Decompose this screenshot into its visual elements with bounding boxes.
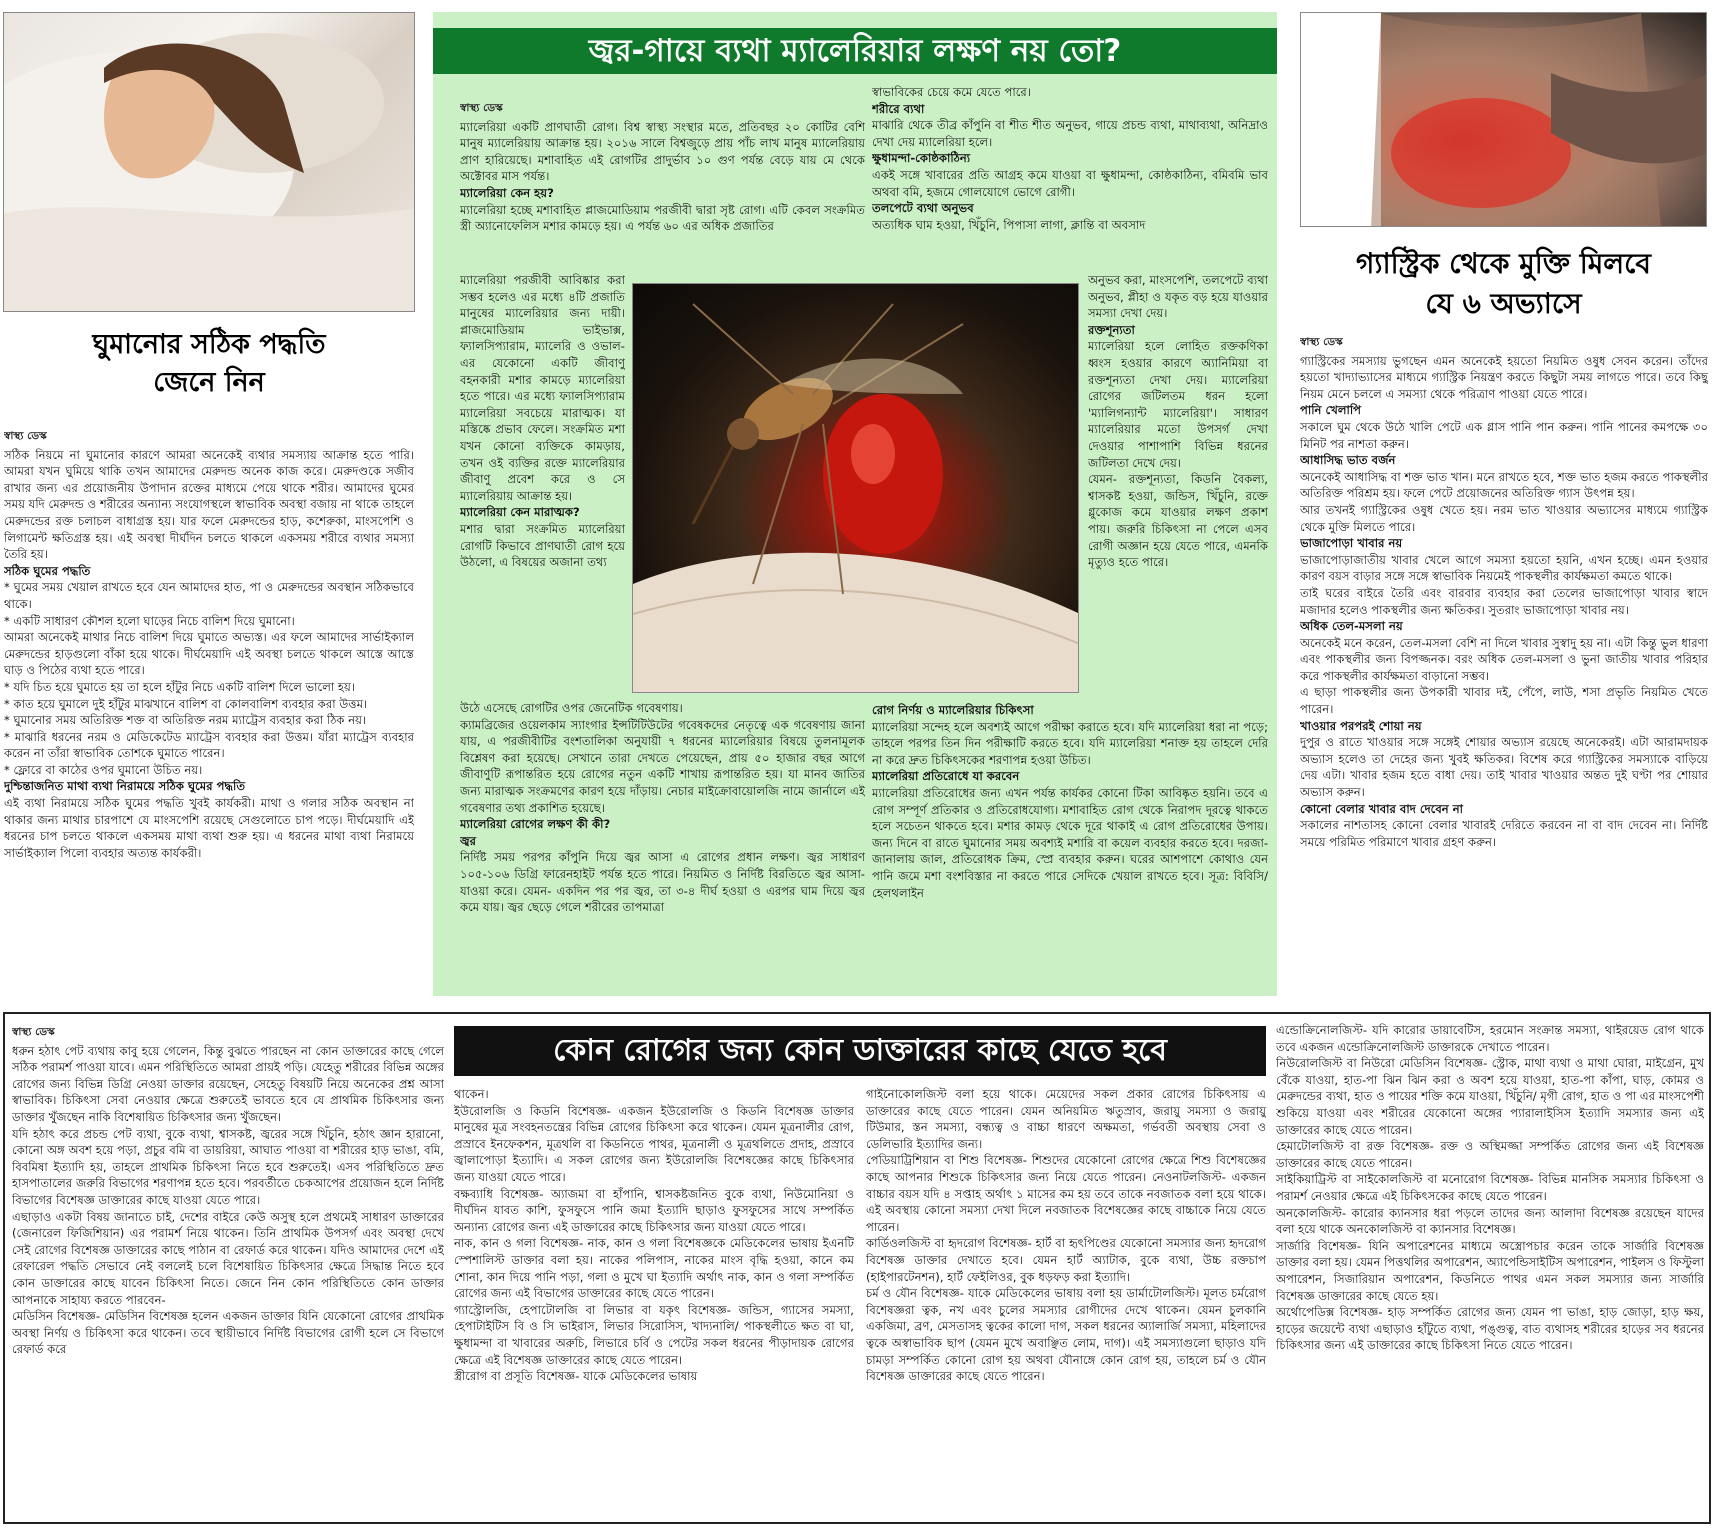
desk-label: স্বাস্থ্য ডেস্ক — [1300, 336, 1343, 348]
gastric-subhead: খাওয়ার পরপরই শোয়া নয় — [1300, 718, 1422, 733]
doctors-paragraph: নিউরোলজিস্ট বা নিউরো মেডিসিন বিশেষজ্ঞ- স্ট্রোক, মাথা ব্যথা ও মাথা ঘোরা, মাইগ্রেন, মুখ বেঁকে যাওয়া, হাত-পা ঝিন ঝিন করা ও অবশ হয়ে যাওয়া, হাত-পা কাঁপা, ঘাড়, কোমর ও মেরুদন্ডের ব্যথা, হাত ও পায়ের শক্তি কমে যাওয়া, খিঁচুনি/ মৃগী রোগ, হাত ও পা এর মাংসপেশী শুকিয়ে যাওয়া এবং শরীরের যেকোনো অঙ্গের প্যারালাইসিস ইত্যাদি সমস্যার জন্য এই ডাক্তারের কাছে যেতে পারেন। — [1276, 1056, 1704, 1137]
sleep-bullet: * মাঝারি ধরনের নরম ও মেডিকেটেড ম্যাট্রেস ব্যবহার করা উত্তম। যাঁরা ম্যাট্রেস ব্যবহার করেন না তাঁরা স্বাভাবিক তোশকে ঘুমাতে পারেন। — [4, 729, 414, 761]
malaria-paragraph: উঠে এসেছে রোগটির ওপর জেনেটিক গবেষণায়। — [460, 701, 683, 715]
gastric-paragraph: সকালের নাশতাসহ কোনো বেলার খাবারই দেরিতে করবেন না বা বাদ দেবেন না। নির্দিষ্ট সময়ে পরিমিত পরিমাণে খাবার গ্রহণ করুন। — [1300, 818, 1708, 849]
malaria-paragraph: ম্যালেরিয়া হচ্ছে মশাবাহিত প্লাজমোডিয়াম পরজীবী দ্বারা সৃষ্ট রোগ। এটি কেবল সংক্রমিত স্ত্রী অ্যানোফেলিস মশার কামড়ে হয়। এ পর্যন্ত ৬০ এর অধিক প্রজাতির — [460, 202, 865, 234]
gastric-subhead: পানি খেলাপি — [1300, 403, 1362, 418]
gastric-subhead: আধাসিদ্ধ ভাত বর্জন — [1300, 453, 1396, 468]
malaria-subhead: রোগ নির্ণয় ও ম্যালেরিয়ার চিকিৎসা — [872, 703, 1034, 717]
doctors-paragraph: এন্ডোক্রিনোলজিস্ট- যদি কারোর ডায়াবেটিস, হরমোন সংক্রান্ত সমস্যা, থাইরয়েড রোগ থাকে তবে একজন এন্ডোক্রিনোলজিস্ট ডাক্তারকে দেখাতে পারেন। — [1276, 1023, 1704, 1054]
malaria-paragraph: যেমন- রক্তশূন্যতা, কিডনি বৈকল্য, শ্বাসকষ্ট হওয়া, জন্ডিস, খিঁচুনি, রক্তে গ্লুকোজ কমে যাওয়ার লক্ষণ প্রকাশ পায়। জরুরি চিকিৎসা না পেলে এসব রোগী অজ্ঞান হয়ে যেতে পারে, এমনকি মৃত্যুও হতে পারে। — [1088, 472, 1268, 570]
doctors-col2 — [454, 1086, 854, 1518]
gastric-paragraph: ভাজাপোড়াজাতীয় খাবার খেলে আগে সমস্যা হয়তো হয়নি, এখন হচ্ছে। এমন হওয়ার কারণ বয়স বাড়ার সঙ্গে সঙ্গে স্বাভাবিক নিয়মেই পাকস্থলীর কার্যক্ষমতা কমতে থাকে। — [1300, 552, 1708, 584]
sleep-paragraph: এই ব্যথা নিরাময়ে সঠিক ঘুমের পদ্ধতি খুবই কার্যকরী। মাথা ও গলার সঠিক অবস্থান না থাকার জন্য মাথার চারপাশে যে মাংসপেশি রয়েছে সেগুলোতে চাপ পড়ে। দীর্ঘমেয়াদি এই ধরনের চাপ চলতে থাকলে একসময় মাথা ব্যথা শুরু হয়। এ ধরনের মাথা ব্যথা নিরাময়ে সার্ভাইক্যাল পিলো ব্যবহার অত্যন্ত কার্যকরী। — [4, 796, 414, 860]
gastric-subhead: অধিক তেল-মসলা নয় — [1300, 619, 1403, 634]
malaria-paragraph: অনুভব করা, মাংসপেশি, তলপেটে ব্যথা অনুভব, প্লীহা ও যকৃত বড় হয়ে যাওয়ার সমস্যা দেখা দেয়। — [1088, 273, 1268, 321]
doctors-col4 — [1276, 1022, 1704, 1518]
malaria-col1-top — [460, 100, 865, 272]
gastric-subhead: ভাজাপোড়া খাবার নয় — [1300, 536, 1403, 551]
malaria-subhead: ম্যালেরিয়া রোগের লক্ষণ কী কী? — [460, 817, 611, 832]
gastric-paragraph: আর তখনই গ্যাস্ট্রিকের ওষুধ খেতে হয়। নরম ভাত খাওয়ার অভ্যাসের মাধ্যমে গ্যাস্ট্রিক থেকে মুক্তি মিলতে পারে। — [1300, 502, 1708, 534]
malaria-paragraph: ম্যালেরিয়া পরজীবী আবিষ্কার করা সম্ভব হলেও এর মধ্যে ৪টি প্রজাতি মানুষের ম্যালেরিয়ার জন্য দায়ী। প্লাজমোডিয়াম ভাইভাক্স, ফ্যালসিপ্যারাম, ম্যালেরি ও ওভাল-এর যেকোনো একটি জীবাণু বহনকারী মশার কামড়ে ম্যালেরিয়া হতে পারে। এর মধ্যে ফ্যালসিপ্যারাম ম্যালেরিয়া সবচেয়ে মারাত্মক। যা মস্তিষ্কে প্রভাব ফেলে। সংক্রমিত মশা যখন কোনো ব্যক্তিকে কামড়ায়, তখন ওই ব্যক্তির রক্তে ম্যালেরিয়ার জীবাণু প্রবেশ করে ও সে ম্যালেরিয়ায় আক্রান্ত হয়। — [460, 273, 625, 503]
doctors-paragraph: গাইনোকোলজিস্ট বলা হয়ে থাকে। মেয়েদের সকল প্রকার রোগের চিকিৎসায় এ ডাক্তারের কাছে যেতে পারেন। যেমন অনিয়মিত ঋতুস্রাব, জরায়ু সমস্যা ও জরায়ু টিউমার, স্তন সমস্যা, বন্ধ্যত্ব ও বাচ্চা ধারণে অক্ষমতা, গর্ভবতী অবস্থায় সেবা ও ডেলিভারি ইত্যাদির জন্য। — [866, 1087, 1266, 1151]
stomach-icon — [1301, 13, 1707, 227]
malaria-col1-bottom — [460, 700, 865, 985]
malaria-paragraph: ম্যালেরিয়া প্রতিরোধের জন্য এখন পর্যন্ত কার্যকর কোনো টিকা আবিষ্কৃত হয়নি। তবে এ রোগ সম্পূর্ণ প্রতিকার ও প্রতিরোধযোগ্য। মশাবাহিত রোগ থেকে নিরাপদ দূরত্বে থাকতে হলে সচেতন থাকতে হবে। মশার কামড় থেকে দূরে থাকাই এ রোগ প্রতিরোধের উপায়। জন্য দিনে বা রাতে ঘুমানোর সময় অবশ্যই মশারি বা কয়েল ব্যবহার করতে হবে। দরজা-জানালায় জাল, প্রতিরোধক ক্রিম, স্প্রে ব্যবহার করুন। ঘরের আশপাশে কোথাও যেন পানি জমে মশা বংশবিস্তার না করতে পারে সেদিকে খেয়াল রাখতে হবে। সূত্র: বিবিসি/হেলথলাইন — [872, 785, 1268, 900]
malaria-headline: জ্বর-গায়ে ব্যথা ম্যালেরিয়ার লক্ষণ নয় তো? — [433, 28, 1277, 74]
doctors-paragraph: হেমাটোলজিস্ট বা রক্ত বিশেষজ্ঞ- রক্ত ও অস্থিমজ্জা সম্পর্কিত রোগের জন্য এই বিশেষজ্ঞ ডাক্তারের কাছে যেতে পারেন। — [1276, 1139, 1704, 1170]
malaria-paragraph: ম্যালেরিয়া সন্দেহ হলে অবশ্যই আগে পরীক্ষা করাতে হবে। যদি ম্যালেরিয়া ধরা না পড়ে; তাহলে পরপর তিন দিন পরীক্ষাটি করতে হবে। যদি ম্যালেরিয়া শনাক্ত হয় তাহলে দেরি না করে দ্রুত চিকিৎসকের শরণাপন্ন হওয়া উচিত। — [872, 719, 1268, 767]
malaria-paragraph: অত্যধিক ঘাম হওয়া, খিঁচুনি, পিপাসা লাগা, ক্লান্তি বা অবসাদ — [872, 217, 1146, 232]
malaria-paragraph: ক্যামব্রিজের ওয়েলকাম স্যাংগার ইন্সটিটিউটের গবেষকদের নেতৃত্বে এক গবেষণায় জানা যায়, এ পরজীবীটির বংশতালিকা অনুযায়ী ৭ ধরনের ম্যালেরিয়ার বিষয়ে তুলনামূলক বিশ্লেষণ করা হয়েছে। সেখানে তারা দেখতে পেয়েছেন, প্রায় ৫০ হাজার বছর আগে জীবাণুটি রূপান্তরিত হয়ে রোগের নতুন একটি শাখায় রূপান্তরিত হয়। যা মানব জাতির জন্য মারাত্মক সংক্রমণের কারণ হয়ে দাঁড়ায়। নেচার মাইক্রোবায়োলজি নামে জার্নালে এই গবেষণার তথ্য প্রকাশিত হয়েছে। — [460, 717, 865, 815]
gastric-headline — [1300, 244, 1707, 324]
malaria-paragraph: মাঝারি থেকে তীব্র কাঁপুনি বা শীত শীত অনুভব, গায়ে প্রচন্ড ব্যথা, মাথাব্যথা, অনিদ্রাও দেখা দেয় ম্যালেরিয়া হলে। — [872, 118, 1268, 149]
sleep-bullet: * যদি চিত হয়ে ঘুমাতে হয় তা হলে হাঁটুর নিচে একটি বালিশ দিলে ভালো হয়। — [4, 679, 355, 694]
malaria-subhead: ক্ষুধামন্দা-কোষ্ঠকাঠিন্য — [872, 151, 971, 166]
gastric-subhead: কোনো বেলার খাবার বাদ দেবেন না — [1300, 801, 1464, 816]
malaria-col1-narrow — [460, 272, 625, 700]
woman-sleeping-photo — [3, 12, 415, 312]
malaria-subhead: ম্যালেরিয়া কেন হয়? — [460, 185, 554, 200]
gastric-headline-line1: গ্যাস্ট্রিক থেকে মুক্তি মিলবে — [1355, 247, 1651, 280]
malaria-paragraph: নির্দিষ্ট সময় পরপর কাঁপুনি দিয়ে জ্বর আসা এ রোগের প্রধান লক্ষণ। জ্বর সাধারণ ১০৫-১০৬ ডিগ্রি ফারেনহাইট পর্যন্ত হতে পারে। নিয়মিত ও নির্দিষ্ট বিরতিতে জ্বর আসা-যাওয়া করে। যেমন- একদিন পর পর জ্বর, তা ৩-৪ দীর্ঘ হওয়া ও এরপর ঘাম দিয়ে জ্বর কমে যায়। জ্বর ছেড়ে গেলে শরীরের তাপমাত্রা — [460, 850, 865, 915]
doctors-paragraph: সাইকিয়াট্রিস্ট বা সাইকোলজিস্ট বা মনোরোগ বিশেষজ্ঞ- বিভিন্ন মানসিক সমস্যার চিকিৎসা ও পরামর্শ নেওয়ার ক্ষেত্রে এই চিকিৎসকের কাছে যেতে পারেন। — [1276, 1172, 1704, 1203]
mosquito-icon — [633, 284, 1079, 693]
mosquito-photo — [632, 283, 1079, 693]
doctors-paragraph: মেডিসিন বিশেষজ্ঞ- মেডিসিন বিশেষজ্ঞ হলেন একজন ডাক্তার যিনি যেকোনো রোগের প্রাথমিক অবস্থা নির্ণয় ও চিকিৎসা করে থাকেন। তবে স্থায়ীভাবে নির্দিষ্ট বিভাগের রোগী হলে সে বিভাগে রেফার্ড করে — [12, 1309, 444, 1357]
doctors-paragraph: পেডিয়াট্রিশিয়ান বা শিশু বিশেষজ্ঞ- শিশুদের যেকোনো রোগের ক্ষেত্রে শিশু বিশেষজ্ঞের কাছে আপনার শিশুকে চিকিৎসার জন্য নিয়ে যেতে পারেন। নেওনাটলজিস্ট- একজন বাচ্চার বয়স যদি ৪ সপ্তাহ অর্থাৎ ১ মাসের কম হয় তবে তাকে নবজাতক বলা হয়ে থাকে। এই অবস্থায় কোনো সমস্যা দেখা দিলে নবজাতক বিশেষজ্ঞের কাছে বাচ্চাকে নিয়ে যেতে পারেন। — [866, 1153, 1266, 1234]
doctors-paragraph: কার্ডিওলজিস্ট বা হৃদরোগ বিশেষজ্ঞ- হার্ট বা হৃৎপিণ্ডের যেকোনো সমস্যার জন্য হৃদরোগ বিশেষজ্ঞ ডাক্তার দেখাতে হবে। যেমন হার্ট অ্যাটাক, বুকে ব্যথা, উচ্চ রক্তচাপ (হাইপারটেনশন), হার্ট ফেইলিওর, বুক ধড়ফড় করা ইত্যাদি। — [866, 1236, 1266, 1284]
malaria-subhead: ম্যালেরিয়া কেন মারাত্মক? — [460, 505, 580, 520]
doctors-paragraph: এছাড়াও একটা বিষয় জানাতে চাই, দেশের বাইরে কেউ অসুস্থ হলে প্রথমেই সাধারণ ডাক্তারের (জেনারেল ফিজিশিয়ান) এর পরামর্শ নিয়ে থাকেন। তিনি প্রাথমিক উপসর্গ এবং অবস্থা দেখে সেই রোগের বিশেষজ্ঞ ডাক্তারের কাছে পাঠান বা রেফার্ড করে থাকেন। যদিও আমাদের দেশে এই রেফারেল পদ্ধতি সেভাবে নেই বললেই চলে বিশেষায়িত চিকিৎসার ক্ষেত্রে সিদ্ধান্ত নিতে হবে কোন ডাক্তারের কাছে যাবেন চিকিৎসা নিতে। জেনে নিন কোন পরিস্থিতিতে কোন ডাক্তার আপনাকে সাহায্য করতে পারবেন- — [12, 1209, 444, 1307]
malaria-subhead: তলপেটে ব্যথা অনুভব — [872, 201, 974, 216]
desk-label: স্বাস্থ্য ডেস্ক — [12, 1026, 55, 1038]
malaria-col2-narrow — [1088, 272, 1268, 702]
sleep-body — [4, 428, 414, 994]
doctors-paragraph: অর্থোপেডিক্স বিশেষজ্ঞ- হাড় সম্পর্কিত রোগের জন্য যেমন পা ভাঙা, হাড় জোড়া, হাড় ক্ষয়, হাড়ের জয়েন্টে ব্যথা এছাড়াও হাঁটুতে ব্যথা, পঙ্গুত্ব, বাত ব্যথাসহ শরীরের হাড়ের সব ধরনের চিকিৎসার জন্য এই ডাক্তারের কাছে চিকিৎসা নিতে যেতে পারেন। — [1276, 1305, 1704, 1353]
doctors-paragraph: ধরুন হঠাৎ পেট ব্যথায় কাবু হয়ে গেলেন, কিন্তু বুঝতে পারছেন না কোন ডাক্তারের কাছে গেলে সঠিক পরামর্শ পাওয়া যাবে। এমন পরিস্থিতিতে আমরা প্রায়ই পড়ি। যেহেতু শরীরের বিভিন্ন অঙ্গের রোগের জন্য বিভিন্ন ডিগ্রি নেওয়া ডাক্তার রয়েছেন, সেহেতু বিষয়টি নিয়ে অনেকের প্রশ্ন আসা স্বাভাবিক। চিকিৎসা সেবা নেওয়ার ক্ষেত্রে শুরুতেই ভাবতে হবে যে প্রাথমিক চিকিৎসার জন্য ডাক্তার খুঁজছেন নাকি বিশেষায়িত চিকিৎসার জন্য খুঁজছেন। — [12, 1043, 444, 1124]
sleep-bullet: * একটি সাধারণ কৌশল হলো ঘাড়ের নিচে বালিশ দিয়ে ঘুমানো। — [4, 613, 295, 628]
malaria-subhead: রক্তশূন্যতা — [1088, 322, 1135, 337]
gastric-body — [1300, 334, 1708, 992]
doctors-headline: কোন রোগের জন্য কোন ডাক্তারের কাছে যেতে হবে — [454, 1026, 1266, 1076]
sleep-subhead: দুশ্চিন্তাজনিত মাথা ব্যথা নিরাময়ে সঠিক ঘুমের পদ্ধতি — [4, 779, 246, 794]
doctors-paragraph: থাকেন। — [454, 1087, 489, 1101]
sleep-headline — [3, 326, 415, 402]
sleep-paragraph: আমরা অনেকেই মাথার নিচে বালিশ দিয়ে ঘুমাতে অভ্যস্ত। এর ফলে আমাদের সার্ভাইক্যাল মেরুদন্ডের হাড়গুলো বাঁকা হয়ে থাকে। দীর্ঘমেয়াদি এই অবস্থা চলতে থাকলে আস্তে আস্তে ঘাড় ও পিঠের ব্যথা হতে পারে। — [4, 630, 414, 678]
sleep-bullet: * ঘুমানোর সময় অতিরিক্ত শক্ত বা অতিরিক্ত নরম ম্যাট্রেস ব্যবহার করা ঠিক নয়। — [4, 713, 367, 728]
stomach-pain-photo — [1300, 12, 1707, 227]
gastric-paragraph: এ ছাড়া পাকস্থলীর জন্য উপকারী খাবার দই, পেঁপে, লাউ, শসা প্রভৃতি নিয়মিত খেতে পারেন। — [1300, 685, 1708, 717]
malaria-col2-bottom — [872, 702, 1268, 988]
gastric-paragraph: দুপুর ও রাতে খাওয়ার সঙ্গে সঙ্গেই শোয়ার অভ্যাস রয়েছে অনেকেরই। এটা আরামদায়ক অভ্যাস হলেও তা দেহের জন্য খুবই ক্ষতিকর। বিশেষ করে গ্যাস্ট্রিকের সমস্যাকে বাড়িয়ে দেয় এটা। খাবার হজম হতে বাধা দেয়। তাই খাবার খাওয়ার অন্তত দুই ঘণ্টা পর শোয়ার অভ্যাস করুন। — [1300, 735, 1708, 800]
gastric-paragraph: সকালে ঘুম থেকে উঠে খালি পেটে এক গ্লাস পানি পান করুন। পানি পানের কমপক্ষে ৩০ মিনিট পর নাশতা করুন। — [1300, 419, 1708, 451]
malaria-subhead: শরীরে ব্যথা — [872, 101, 925, 116]
sleep-paragraph: সঠিক নিয়মে না ঘুমানোর কারণে আমরা অনেকেই ব্যথার সমস্যায় আক্রান্ত হতে পারি। আমরা যখন ঘুমিয়ে থাকি তখন আমাদের মেরুদন্ড অনেক কাজ করে। মেরুদণ্ডকে সজীব রাখার জন্য এর প্রয়োজনীয় উপাদান রক্তের মাধ্যমে পেয়ে থাকে শরীর। আমাদের ঘুমের সময় যদি মেরুদন্ড ও শরীরের অন্যান্য সংযোগস্থলে স্বাভাবিক অবস্থা বজায় না থাকে তাহলে মেরুদন্ডের রক্ত চলাচল বাধাগ্রস্ত হয়। যার ফলে মেরুদন্ডের হাড়, কশেরুকা, মাংসপেশি ও লিগামেন্ট ক্ষতিগ্রস্ত হয়। এই অবস্থা দীর্ঘদিন চলতে থাকলে একসময় শরীরে ব্যথার সমস্যা তৈরি হয়। — [4, 447, 414, 562]
malaria-paragraph: স্বাভাবিকের চেয়ে কমে যেতে পারে। — [872, 85, 1031, 99]
sleep-bullet: * কাত হয়ে ঘুমালে দুই হাঁটুর মাঝখানে বালিশ বা কোলবালিশ ব্যবহার করা উত্তম। — [4, 696, 368, 711]
doctors-paragraph: অনকোলজিস্ট- কারোর ক্যানসার ধরা পড়লে তাদের জন্য আলাদা বিশেষজ্ঞ রয়েছেন যাদের বলা হয়ে থাকে অনকোলজিস্ট বা ক্যানসার বিশেষজ্ঞ। — [1276, 1205, 1704, 1237]
malaria-paragraph: ম্যালেরিয়া একটি প্রাণঘাতী রোগ। বিশ্ব স্বাস্থ্য সংস্থার মতে, প্রতিবছর ২০ কোটির বেশি মানুষ ম্যালেরিয়ায় আক্রান্ত হয়। ২০১৬ সালে বিশ্বজুড়ে প্রায় পাঁচ লাখ মানুষ ম্যালেরিয়ায় প্রাণ হারিয়েছে। মশাবাহিত এই রোগটির প্রাদুর্ভাব ১০ গুণ পর্যন্ত বেড়ে যায় মে থেকে অক্টোবর মাস পর্যন্ত। — [460, 119, 865, 184]
sleep-headline-line2: জেনে নিন — [153, 367, 265, 398]
malaria-subhead: জ্বর — [460, 833, 476, 848]
malaria-paragraph: একই সঙ্গে খাবারের প্রতি আগ্রহ কমে যাওয়া বা ক্ষুধামন্দা, কোষ্ঠকাঠিন্য, বমিবমি ভাব অথবা বমি, হজমে গোলযোগে ভোগে রোগী। — [872, 167, 1268, 199]
woman-sleeping-icon — [4, 13, 415, 312]
desk-label: স্বাস্থ্য ডেস্ক — [460, 102, 503, 114]
malaria-subhead: ম্যালেরিয়া প্রতিরোধে যা করবেন — [872, 769, 1020, 784]
malaria-paragraph: মশার দ্বারা সংক্রমিত ম্যালেরিয়া রোগটি কিভাবে প্রাণঘাতী রোগ হয়ে উঠলো, এ বিষয়ের অজানা তথ্য — [460, 521, 625, 570]
sleep-bullet: * ফ্লোরে বা কাঠের ওপর ঘুমানো উচিত নয়। — [4, 762, 203, 777]
gastric-paragraph: অনেকেই আধাসিদ্ধ বা শক্ত ভাত খান। মনে রাখতে হবে, শক্ত ভাত হজম করতে পাকস্থলীর অতিরিক্ত পরিশ্রম হয়। ফলে পেটে প্রয়োজনের অতিরিক্ত গ্যাস উৎপন্ন হয়। — [1300, 469, 1708, 501]
gastric-paragraph: গ্যাস্ট্রিকের সমস্যায় ভুগছেন এমন অনেকেই হয়তো নিয়মিত ওষুধ সেবন করেন। তাঁদের হয়তো খাদ্যাভ্যাসের মাধ্যমে গ্যাস্ট্রিক নিয়ন্ত্রণ করতে কিছুটা সময় লাগতে পারে। তবে কিছু নিয়ম মেনে চললে এ সমস্যা থেকে পরিত্রাণ পাওয়া যেতে পারে। — [1300, 353, 1708, 401]
desk-label: স্বাস্থ্য ডেস্ক — [4, 430, 47, 442]
doctors-paragraph: ইউরোলজি ও কিডনি বিশেষজ্ঞ- একজন ইউরোলজি ও কিডনি বিশেষজ্ঞ ডাক্তার মানুষের মূত্র সংবহনতন্ত্রের বিভিন্ন রোগের চিকিৎসা করে থাকেন। যেমন মূত্রনালীর রোগ, প্রস্রাবে ইনফেকশন, মূত্রথলি বা কিডনিতে পাথর, মূত্রনালী ও মূত্রথলিতে প্রদাহ, প্রস্রাবে জ্বালাপোড়া ইত্যাদি। এ সকল রোগের জন্য ইউরোলজি বিশেষজ্ঞের কাছে চিকিৎসার জন্য যাওয়া যেতে পারে। — [454, 1103, 854, 1184]
doctors-paragraph: বক্ষব্যাধি বিশেষজ্ঞ- অ্যাজমা বা হাঁপানি, শ্বাসকষ্টজনিত বুকে ব্যথা, নিউমোনিয়া ও দীর্ঘদিন যাবত কাশি, ফুসফুসে পানি জমা ইত্যাদি ছাড়াও ফুসফুসের সাথে সম্পর্কিত অন্যান্য রোগের জন্য এই ডাক্তারের কাছে চিকিৎসার জন্য যাওয়া যেতে পারে। — [454, 1186, 854, 1234]
sleep-bullet: * ঘুমের সময় খেয়াল রাখতে হবে যেন আমাদের হাত, পা ও মেরুদন্ডের অবস্থান সঠিকভাবে থাকে। — [4, 580, 414, 611]
doctors-paragraph: চর্ম ও যৌন বিশেষজ্ঞ- যাকে মেডিকেলের ভাষায় বলা হয় ডার্মাটোলজিস্ট। মূলত চর্মরোগ বিশেষজ্ঞরা ত্বক, নখ এবং চুলের সমস্যার রোগীদের দেখে থাকেন। যেমন চুলকানি একজিমা, ব্রণ, মেসতাসহ ত্বকের কালো দাগ, সকল ধরনের অ্যালার্জি সমস্যা, মহিলাদের ত্বকে অস্বাভাবিক ছাপ (যেমন মুখে অবাঞ্ছিত লোম, দাগ)। এই সমস্যাগুলো ছাড়াও যদি চামড়া সম্পর্কিত কোনো রোগ হয় অথবা যৌনাঙ্গে কোন রোগ হয়, তাহলে চর্ম ও যৌন বিশেষজ্ঞ ডাক্তারের কাছে যেতে পারেন। — [866, 1286, 1266, 1384]
doctors-col3 — [866, 1086, 1266, 1518]
sleep-subhead: সঠিক ঘুমের পদ্ধতি — [4, 563, 91, 578]
gastric-paragraph: তাই ঘরের বাইরে তৈরি এবং বারবার ব্যবহার করা তেলের ভাজাপোড়া খাবার স্বাদে মজাদার হলেও পাকস্থলীর জন্য ক্ষতিকর। সুতরাং ভাজাপোড়া খাবার নয়। — [1300, 585, 1708, 617]
doctors-paragraph: যদি হঠাৎ করে প্রচন্ড পেট ব্যথা, বুকে ব্যথা, শ্বাসকষ্ট, জ্বরের সঙ্গে খিঁচুনি, হঠাৎ জ্ঞান হারানো, কোনো অঙ্গ অবশ হয়ে পড়া, প্রচুর বমি বা ডায়রিয়া, আঘাত পাওয়া বা শরীরের হাড় ভাঙা, বমি, বিবমিষা ইত্যাদি হয়, তাহলে প্রাথমিক চিকিৎসা নিতে হবে শুরুতেই। এসব পরিস্থিতিতে দ্রুত হাসপাতালের জরুরি বিভাগের শরণাপন্ন হতে হবে। পরবর্তীতে চেকআপের প্রয়োজন হলে নির্দিষ্ট বিভাগের বিশেষজ্ঞ ডাক্তারের কাছে যাওয়া যেতে পারে। — [12, 1126, 444, 1207]
gastric-headline-line2: যে ৬ অভ্যাসে — [1425, 287, 1582, 320]
doctors-paragraph: গ্যাস্ট্রোলজি, হেপাটোলজি বা লিভার বা যকৃৎ বিশেষজ্ঞ- জন্ডিস, গ্যাসের সমস্যা, হেপাটাইটিস বি ও সি ভাইরাস, লিভার সিরোসিস, খাদ্যনালি/ পাকস্থলীতে ক্ষত বা ঘা, ক্ষুধামন্দা বা খাবারের অরুচি, লিভারে চর্বি ও পেটের সকল ধরনের পীড়াদায়ক রোগের ক্ষেত্রে এই বিশেষজ্ঞ ডাক্তারের কাছে যেতে পারেন। — [454, 1302, 854, 1367]
doctors-paragraph: সার্জারি বিশেষজ্ঞ- যিনি অপারেশনের মাধ্যমে অস্ত্রোপচার করেন তাকে সার্জারি বিশেষজ্ঞ ডাক্তার বলা হয়। যেমন পিত্তথলির অপারেশন, অ্যাপেন্ডিসাইটিস অপারেশন, পাইলস ও ফিস্টুলা অপারেশন, সিজারিয়ান অপারেশন, কিডনিতে পাথর এমন সকল সমস্যার জন্য সার্জারি বিশেষজ্ঞ ডাক্তারের কাছে যেতে হয়। — [1276, 1238, 1704, 1303]
doctors-paragraph: নাক, কান ও গলা বিশেষজ্ঞ- নাক, কান ও গলা বিশেষজ্ঞকে মেডিকেলের ভাষায় ইএনটি স্পেশালিস্ট ডাক্তার বলা হয়। নাকের পলিপাস, নাকের মাংস বৃদ্ধি হওয়া, কানে কম শোনা, কান দিয়ে পানি পড়া, গলা ও মুখে ঘা ইত্যাদি অর্থাৎ নাক, কান ও গলা সম্পর্কিত রোগের জন্য এই বিভাগের ডাক্তারের কাছে যেতে পারেন। — [454, 1236, 854, 1301]
doctors-col1 — [12, 1024, 444, 1518]
malaria-paragraph: ম্যালেরিয়া হলে লোহিত রক্তকণিকা ধ্বংস হওয়ার কারণে অ্যানিমিয়া বা রক্তশূন্যতা দেখা দেয়। ম্যালেরিয়া রোগের জটিলতম ধরন হলো 'ম্যালিগন্যান্ট ম্যালেরিয়া'। সাধারণ ম্যালেরিয়ার মতো উপসর্গ দেখা দেওয়ার পাশাপাশি বিভিন্ন ধরনের জটিলতা দেখে দেয়। — [1088, 339, 1268, 470]
doctors-paragraph: স্ত্রীরোগ বা প্রসূতি বিশেষজ্ঞ- যাকে মেডিকেলের ভাষায় — [454, 1369, 698, 1384]
sleep-headline-line1: ঘুমানোর সঠিক পদ্ধতি — [92, 329, 326, 360]
gastric-paragraph: অনেকেই মনে করেন, তেল-মসলা বেশি না দিলে খাবার সুস্বাদু হয় না। এটা কিন্তু ভুল ধারণা এবং পাকস্থলীর জন্য বিপজ্জনক। বরং অধিক তেল-মসলা ও ভুনা জাতীয় খাবার পরিহার করে পাকস্থলীর কার্যক্ষমতা বাড়ানো সম্ভব। — [1300, 635, 1708, 683]
malaria-col2-top — [872, 84, 1268, 274]
